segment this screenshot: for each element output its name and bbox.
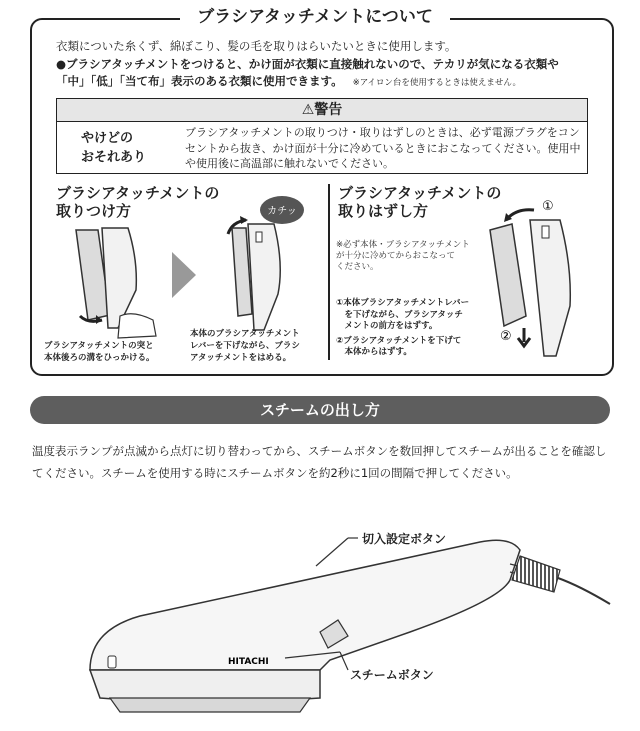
detach-steps	[336, 298, 484, 362]
attach-caption-1: ブラシアタッチメントの突と 本体後ろの溝をひっかける。	[44, 341, 155, 363]
brush-section-title: ブラシアタッチメントについて	[180, 6, 450, 28]
intro-note: ※アイロン台を使用するときは使えません。	[352, 78, 521, 88]
intro-line-2: ●ブラシアタッチメントをつけると、かけ面が衣類に直接触れないので、テカリが気になる衣類や	[56, 56, 559, 71]
brand-logo: HITACHI	[228, 657, 269, 667]
next-arrow-icon	[172, 252, 196, 298]
iron-illustration	[80, 520, 620, 720]
detach-title: ブラシアタッチメントの 取りはずし方	[338, 184, 502, 220]
detach-step-1: ①本体ブラシアタッチメントレバー を下げながら、ブラシアタッチ メントの前方をはずす。	[336, 298, 470, 331]
attach-illustration-2	[218, 194, 318, 334]
marker-1: ①	[542, 199, 554, 214]
brush-intro	[56, 38, 596, 93]
click-label: カチッ	[267, 206, 297, 217]
detach-note: ※必ず本体・ブラシアタッチメント が十分に冷めてからおこなって ください。	[336, 240, 470, 272]
burn-risk-label: やけどの おそれあり	[81, 131, 147, 165]
marker-2: ②	[500, 329, 512, 344]
attach-illustration-1	[58, 220, 168, 340]
steam-section-header: スチームの出し方	[30, 396, 610, 424]
steam-button-label: スチームボタン	[350, 668, 434, 682]
steam-instructions: 温度表示ランプが点滅から点灯に切り替わってから、スチームボタンを数回押してスチームが出ることを確認してください。スチームを使用する時にスチームボタンを約2秒に1回の間隔で押してください。	[32, 444, 607, 480]
power-button-label: 切入設定ボタン	[362, 532, 447, 546]
attach-title: ブラシアタッチメントの 取りつけ方	[56, 184, 220, 220]
attach-caption-2: 本体のブラシアタッチメント レバーを下げながら、ブラシ アタッチメントをはめる。	[190, 329, 300, 363]
detach-illustration	[486, 196, 596, 366]
warning-heading: ⚠警告	[57, 99, 587, 122]
warning-text: ブラシアタッチメントの取りつけ・取りはずしのときは、必ず電源プラグをコンセントから抜き、かけ面が十分に冷めているときにおこなってください。使用中や使用後に高温部に触れないでください。	[185, 126, 581, 170]
warning-box	[56, 98, 588, 174]
intro-line-3: 「中」「低」「当て布」表示のある衣類に使用できます。	[56, 74, 343, 88]
detach-step-2: ②ブラシアタッチメントを下げて 本体からはずす。	[336, 335, 462, 357]
column-divider	[328, 184, 330, 360]
intro-line-1: 衣類についた糸くず、綿ぼこり、髪の毛を取りはらいたいときに使用します。	[56, 39, 457, 53]
